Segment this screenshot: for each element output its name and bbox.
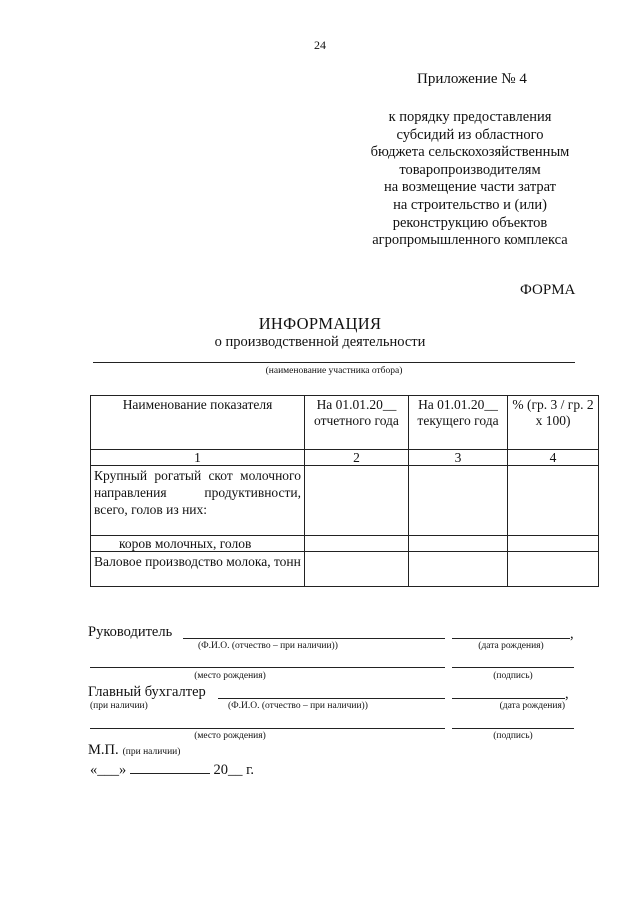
- cell-empty[interactable]: [409, 536, 508, 552]
- document-subtitle: о производственной деятельности: [214, 334, 426, 350]
- head-fio-line[interactable]: [183, 638, 445, 639]
- header-indicator: Наименование показателя: [91, 396, 305, 450]
- signature-caption: (подпись): [493, 671, 533, 681]
- cell-empty[interactable]: [305, 536, 409, 552]
- birthdate-caption: (дата рождения): [478, 641, 544, 651]
- indicators-table: [90, 395, 599, 587]
- accountant-signature-line[interactable]: [452, 728, 574, 729]
- column-number: 1: [91, 450, 305, 466]
- stamp-note: (при наличии): [122, 747, 181, 757]
- page-number: 24: [314, 38, 326, 52]
- table-row: [91, 552, 599, 587]
- appendix-line: к порядку предоставления: [388, 109, 552, 125]
- accountant-fio-line[interactable]: [218, 698, 445, 699]
- column-number: 4: [508, 450, 599, 466]
- head-signature-line[interactable]: [452, 667, 574, 668]
- column-number: 3: [409, 450, 508, 466]
- participant-caption: (наименование участника отбора): [265, 366, 403, 376]
- document-title: ИНФОРМАЦИЯ: [258, 314, 382, 333]
- head-birthplace-line[interactable]: [90, 667, 445, 668]
- column-number-row: [91, 450, 599, 466]
- birthdate-caption: (дата рождения): [499, 701, 565, 711]
- date-line: [90, 760, 254, 779]
- appendix-line: на возмещение части затрат: [384, 179, 556, 196]
- if-any-caption: (при наличии): [90, 701, 148, 711]
- row-label-milk: Валовое производство молока, тонн: [91, 552, 305, 587]
- date-month-line[interactable]: [130, 760, 210, 774]
- appendix-text: [345, 109, 595, 250]
- header-current-year: На 01.01.20__ текущего года: [409, 396, 508, 450]
- date-day[interactable]: «___»: [90, 762, 127, 778]
- accountant-birthdate-line[interactable]: [452, 698, 565, 699]
- accountant-label: Главный бухгалтер: [88, 684, 206, 700]
- fio-caption: (Ф.И.О. (отчество – при наличии)): [198, 641, 338, 651]
- table-header-row: [91, 396, 599, 450]
- participant-name-line[interactable]: [93, 362, 575, 363]
- column-number: 2: [305, 450, 409, 466]
- row-label-cows: коров молочных, голов: [91, 536, 305, 552]
- head-label: Руководитель: [88, 624, 173, 640]
- appendix-line: товаропроизводителям: [399, 161, 541, 178]
- comma: ,: [565, 686, 569, 702]
- date-year[interactable]: 20__ г.: [213, 762, 255, 778]
- form-label: ФОРМА: [520, 282, 576, 298]
- head-birthdate-line[interactable]: [452, 638, 570, 639]
- cell-empty[interactable]: [508, 466, 599, 536]
- accountant-birthplace-line[interactable]: [90, 728, 445, 729]
- comma: ,: [570, 626, 574, 642]
- cell-empty[interactable]: [409, 552, 508, 587]
- appendix-line: на строительство и (или): [393, 196, 547, 213]
- signature-caption: (подпись): [493, 731, 533, 741]
- header-reporting-year: На 01.01.20__ отчетного года: [305, 396, 409, 450]
- appendix-line: субсидий из областного: [396, 126, 544, 143]
- cell-empty[interactable]: [508, 536, 599, 552]
- cell-empty[interactable]: [305, 552, 409, 587]
- table-row: [91, 466, 599, 536]
- birthplace-caption: (место рождения): [194, 671, 266, 681]
- cell-empty[interactable]: [305, 466, 409, 536]
- cell-empty[interactable]: [508, 552, 599, 587]
- appendix-title: Приложение № 4: [417, 71, 527, 87]
- cell-empty[interactable]: [409, 466, 508, 536]
- appendix-line: реконструкцию объектов: [392, 214, 548, 231]
- fio-caption: (Ф.И.О. (отчество – при наличии)): [228, 701, 368, 711]
- stamp-area: [88, 741, 180, 759]
- appendix-line: бюджета сельскохозяйственным: [370, 144, 570, 161]
- row-label-cattle: Крупный рогатый скот молочного направления продуктивности, всего, голов из них:: [91, 466, 305, 536]
- birthplace-caption: (место рождения): [194, 731, 266, 741]
- appendix-line: агропромышленного комплекса: [372, 232, 568, 249]
- stamp-label: М.П.: [88, 742, 119, 758]
- header-percent: % (гр. 3 / гр. 2 х 100): [508, 396, 599, 450]
- table-row: [91, 536, 599, 552]
